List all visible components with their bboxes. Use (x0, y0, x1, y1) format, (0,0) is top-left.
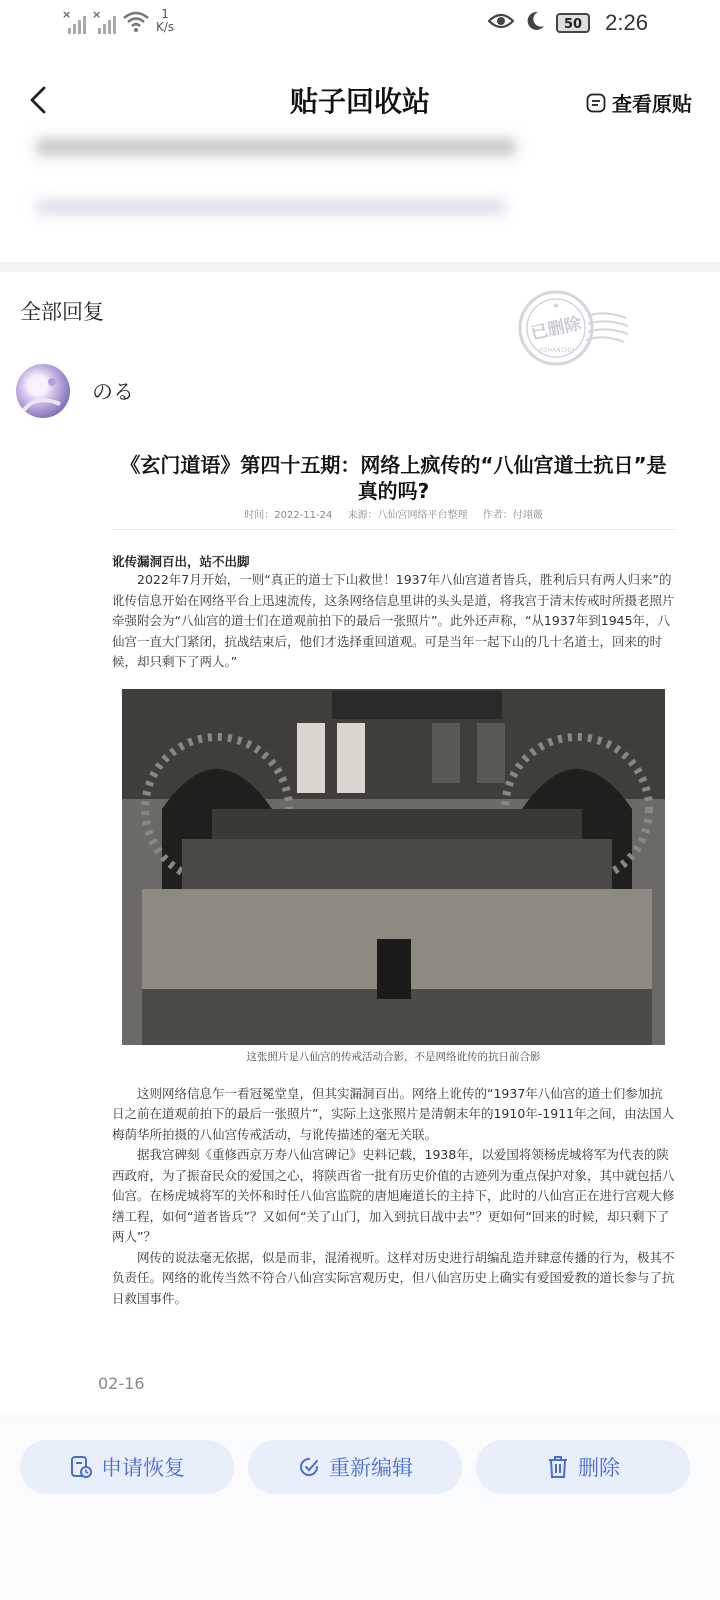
reedit-button[interactable] (248, 1440, 462, 1494)
article-meta (112, 506, 675, 521)
moon-icon (524, 10, 546, 36)
all-replies-heading: 全部回复 (20, 300, 104, 324)
page-title: 贴子回收站 (289, 85, 430, 118)
battery-icon: 50 (556, 13, 590, 33)
svg-text:★: ★ (552, 301, 560, 310)
restore-icon (69, 1455, 93, 1479)
reply-image-article[interactable] (112, 452, 675, 1309)
svg-text:YISHANCHU: YISHANCHU (538, 347, 574, 354)
blurred-post-meta (36, 200, 506, 214)
article-heading: 讹传漏洞百出，站不出脚 (112, 554, 250, 569)
reply-date: 02-16 (98, 1374, 145, 1393)
avatar[interactable] (16, 364, 70, 418)
signal-icon: × (62, 8, 86, 34)
article-source: 来源：八仙宫网络平台整理 (347, 510, 468, 521)
view-original-label: 查看原贴 (612, 92, 692, 116)
restore-button[interactable] (20, 1440, 234, 1494)
document-icon (586, 93, 606, 113)
section-divider (0, 262, 720, 272)
delete-label: 删除 (578, 1456, 620, 1480)
status-right (488, 10, 590, 36)
article-paragraph: 网传的说法毫无依据，似是而非，混淆视听。这样对历史进行胡编乱造并肆意传播的行为，极其不负责任。网络的讹传当然不符合八仙宫实际宫观历史，但八仙宫历史上确实有爱国爱教的道长参与了抗日救国事件。 (112, 1249, 675, 1306)
username[interactable]: のる (92, 380, 134, 404)
status-left (62, 8, 174, 34)
article-paragraph: 这则网络信息乍一看冠冕堂皇，但其实漏洞百出。网络上讹传的“1937年八仙宫的道士们参加抗日之前在道观前拍下的最后一张照片”，实际上这张照片是清朝末年的1910年-1911年之间，由法国人梅荫华所拍摄的八仙宫传戒活动，与讹传描述的毫无关联。 (112, 1085, 675, 1142)
delete-button[interactable] (476, 1440, 690, 1494)
article-title: 《玄门道语》第四十五期：网络上疯传的“八仙宫道士抗日”是真的吗? (120, 453, 667, 503)
network-speed: 1 K/s (156, 7, 175, 34)
signal-icon: × (92, 8, 116, 34)
article-time: 时间：2022-11-24 (244, 510, 333, 521)
header (0, 60, 720, 140)
article-author: 作者：付翊薇 (482, 510, 543, 521)
status-bar (0, 0, 720, 50)
edit-icon (297, 1455, 321, 1479)
deleted-stamp (516, 290, 636, 368)
article-paragraph: 2022年7月开始，一则“真正的道士下山救世！1937年八仙宫道者皆兵，胜利后只有两人归来”的讹传信息开始在网络平台上迅速流传，这条网络信息里讲的头头是道，将我宫于清末传戒时所摄老照片牵强附会为“八仙宫的道士们在道观前拍下的最后一张照片”。此外还声称，“从1937年到1945年，八仙宫一直大门紧闭，抗战结束后，他们才选择重回道观。可是当年一起下山的几十名道士，回来的时候，却只剩下了两人。” (112, 572, 675, 669)
blurred-post-title (36, 138, 516, 156)
clock: 2:26 (605, 10, 648, 35)
view-original-button[interactable] (586, 88, 692, 117)
bottom-action-bar (0, 1418, 720, 1600)
restore-label: 申请恢复 (101, 1456, 185, 1480)
article-paragraph: 据我宫碑刻《重修西京万寿八仙宫碑记》史料记载，1938年，以爱国将领杨虎城将军为代表的陕西政府，为了振奋民众的爱国之心，将陕西省一批有历史价值的古迹列为重点保护对象，其中就包括八仙宫。在杨虎城将军的关怀和时任八仙宫监院的唐旭庵道长的主持下，此时的八仙宫正在进行宫观大修缮工程，如何“道者皆兵”？又如何“关了山门，加入到抗日战中去”？更如何“回来的时候，却只剩下了两人”？ (112, 1147, 675, 1244)
wifi-icon (122, 8, 150, 34)
historical-group-photo (122, 689, 665, 1045)
article-divider (112, 529, 675, 530)
photo-caption: 这张照片是八仙宫的传戒活动合影，不是网络讹传的抗日前合影 (246, 1050, 541, 1063)
trash-icon (546, 1455, 570, 1479)
svg-text:已删除: 已删除 (529, 313, 584, 345)
reedit-label: 重新编辑 (329, 1456, 413, 1480)
eye-icon (488, 11, 514, 35)
